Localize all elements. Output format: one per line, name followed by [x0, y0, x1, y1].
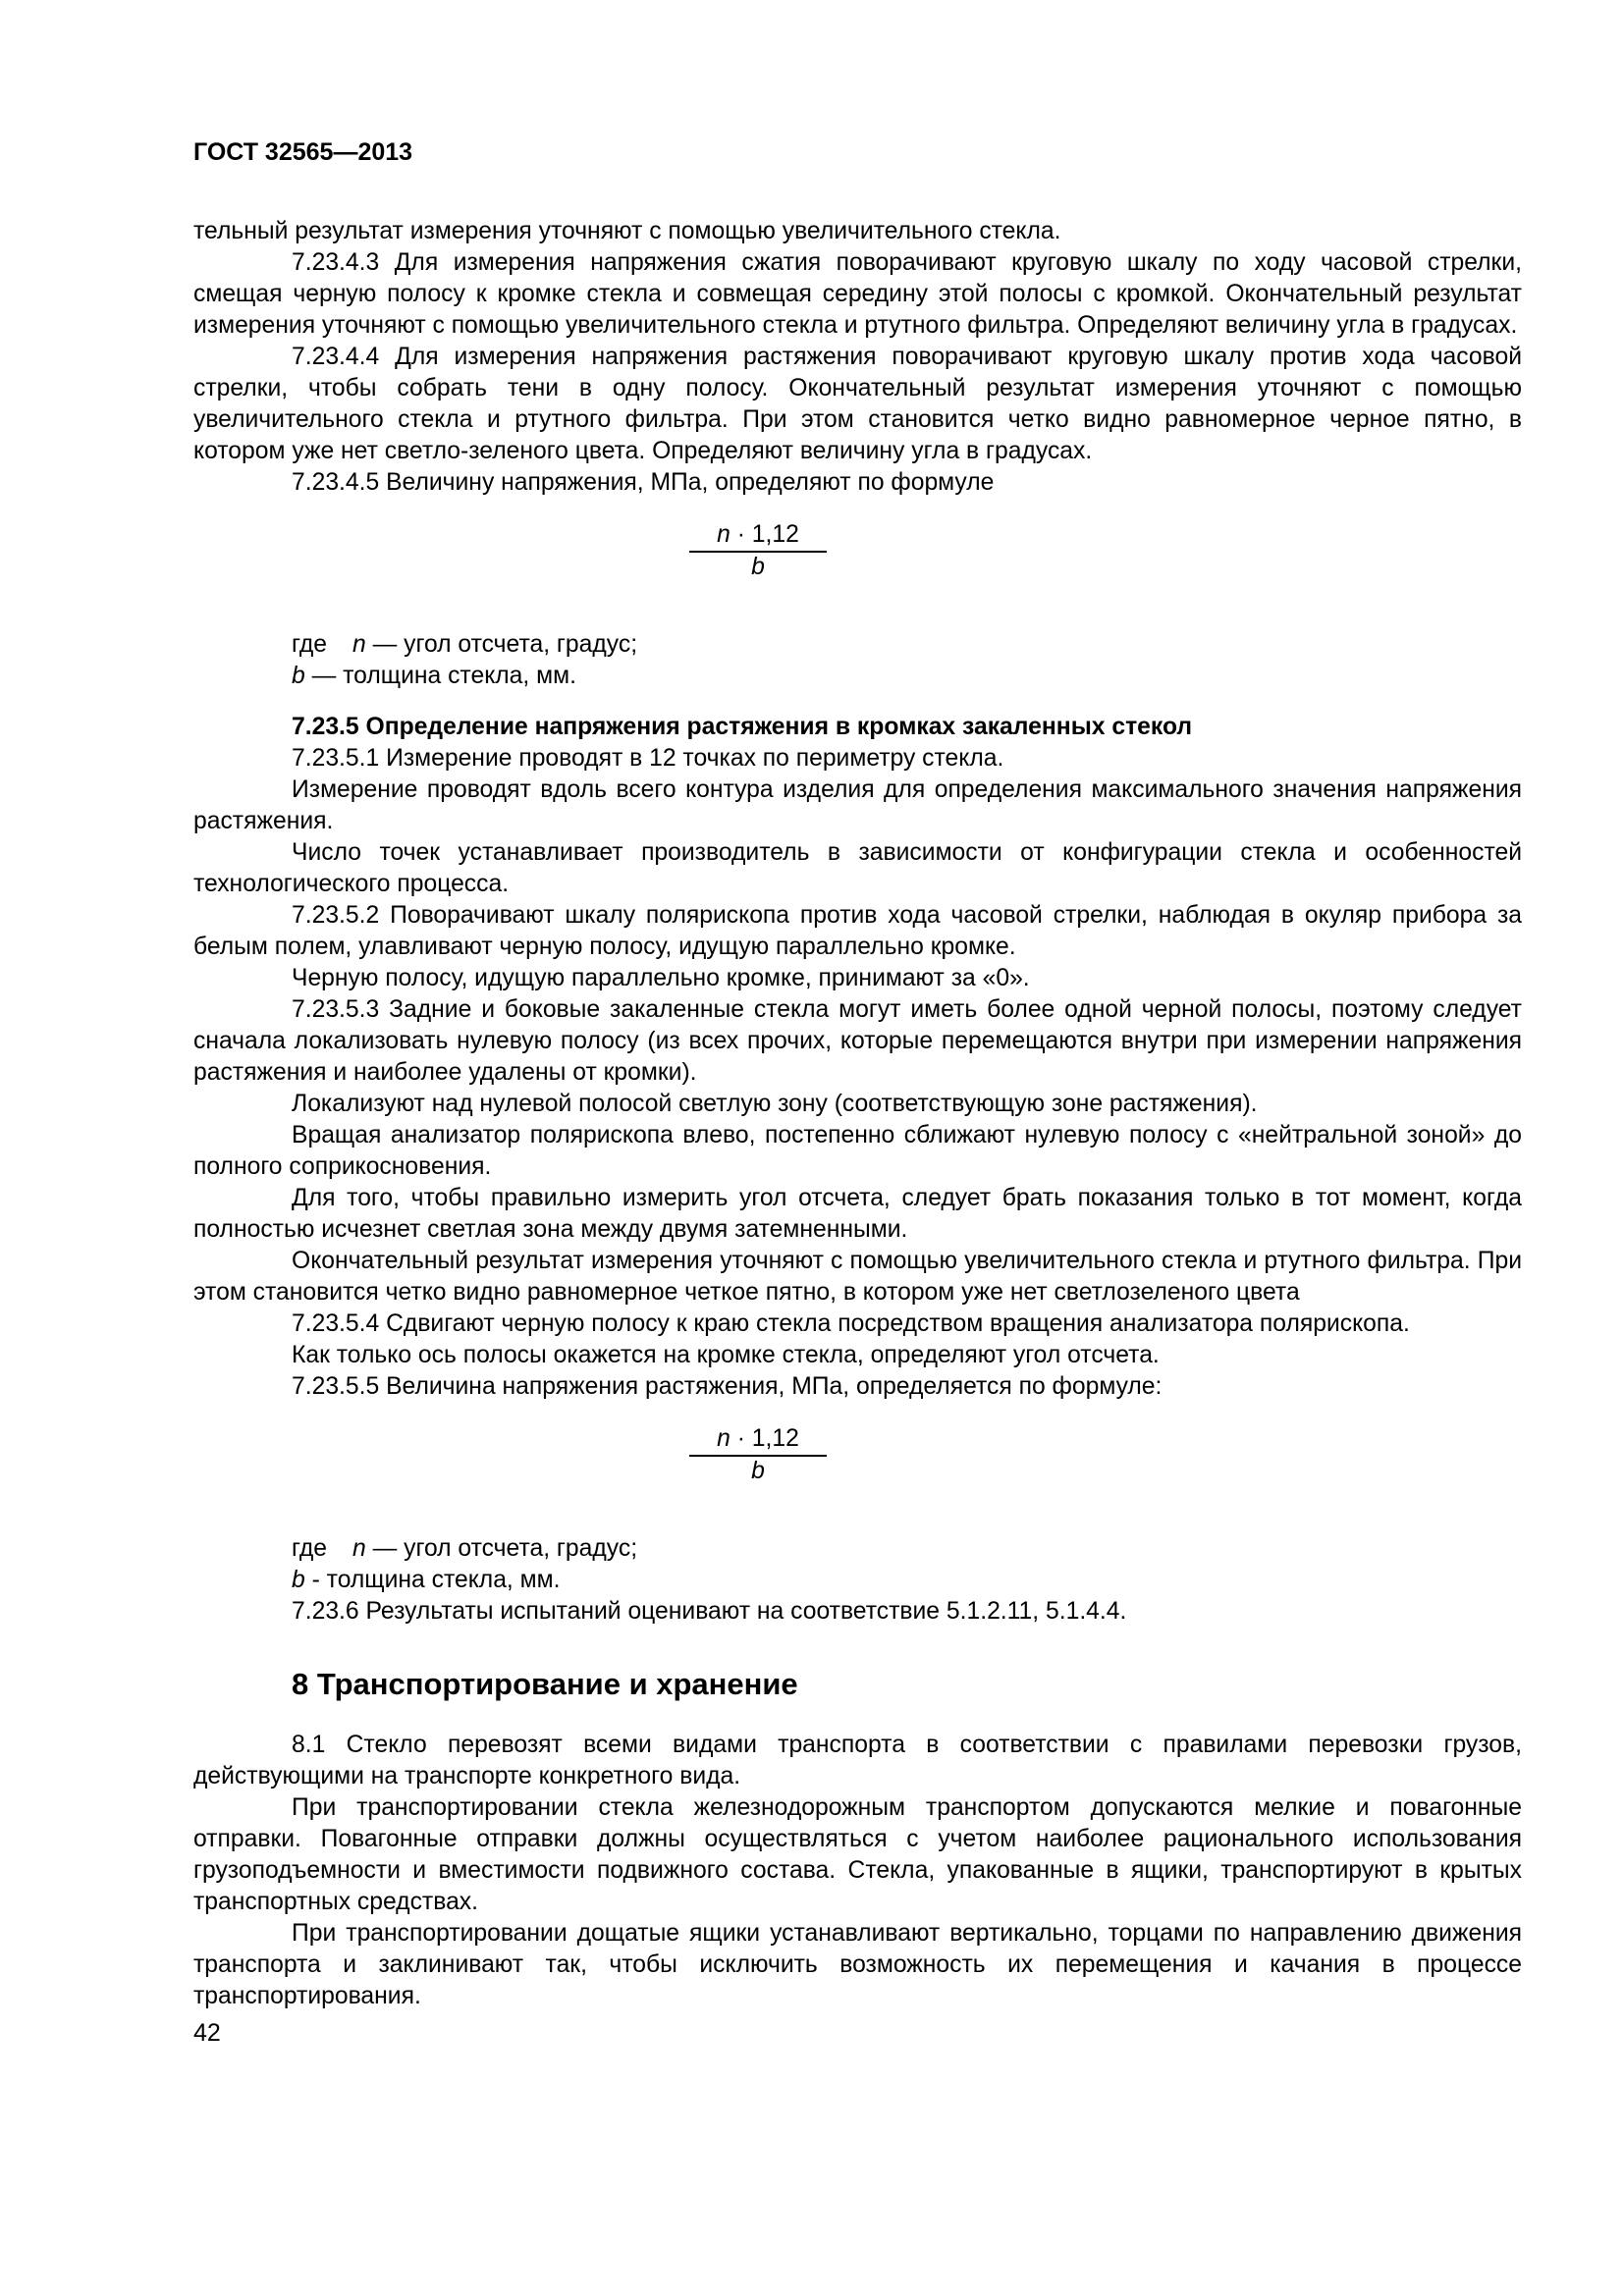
paragraph: 7.23.5.2 Поворачивают шкалу полярископа против хода часовой стрелки, наблюдая в окуляр прибора за белым полем, улавливают черную полосу, идущую параллельно кромке.	[193, 902, 1522, 960]
paragraph: Число точек устанавливает производитель в зависимости от конфигурации стекла и особенностей технологического процесса.	[193, 839, 1522, 897]
paragraph: 7.23.4.4 Для измерения напряжения растяжения поворачивают круговую шкалу против хода часовой стрелки, чтобы собрать тени в одну полосу. Окончательный результат измерения уточняют с помощью увеличительного стекла и ртутного фильтра. При этом становится четко видно равномерное черное пятно, в котором уже нет светло-зеленого цвета. Определяют величину угла в градусах.	[193, 344, 1522, 464]
legend-row-n	[292, 1533, 1522, 1565]
paragraph: 7.23.5.4 Сдвигают черную полосу к краю стекла посредством вращения анализатора полярископа.	[292, 1310, 1410, 1337]
document-header: ГОСТ 32565—2013	[193, 138, 413, 166]
paragraph: Вращая анализатор полярископа влево, постепенно сближают нулевую полосу с «нейтральной зоной» до полного соприкосновения.	[193, 1122, 1522, 1180]
formula-legend	[292, 1533, 1522, 1596]
legend-row-b	[292, 661, 1522, 692]
formula-numerator-rest: · 1,12	[730, 521, 799, 548]
legend-text-n: — угол отсчета, градус;	[365, 631, 638, 658]
legend-text-n: — угол отсчета, градус;	[365, 1535, 638, 1562]
paragraph: Как только ось полосы окажется на кромке стекла, определяют угол отсчета.	[292, 1342, 1160, 1368]
paragraph: Черную полосу, идущую параллельно кромке, принимают за «0».	[292, 965, 1030, 991]
page-number: 42	[193, 2019, 221, 2047]
formula-denominator: b	[751, 1458, 765, 1484]
paragraph: Измерение проводят вдоль всего контура изделия для определения максимального значения напряжения растяжения.	[193, 776, 1522, 834]
legend-row-n	[292, 629, 1522, 661]
legend-where-label: где	[292, 1535, 328, 1562]
paragraph: 8.1 Стекло перевозят всеми видами транспорта в соответствии с правилами перевозки грузов, действующими на транспорте конкретного вида.	[193, 1732, 1522, 1789]
legend-where-label: где	[292, 631, 328, 658]
legend-symbol-n: n	[352, 1535, 366, 1562]
paragraph: При транспортировании стекла железнодорожным транспортом допускаются мелкие и повагонные отправки. Повагонные отправки должны осуществляться с учетом наиболее рационального использования грузоподъемности и вместимости подвижного состава. Стекла, упакованные в ящики, транспортируют в крытых транспортных средствах.	[193, 1794, 1522, 1915]
paragraph: 7.23.5.3 Задние и боковые закаленные стекла могут иметь более одной черной полосы, поэтому следует сначала локализовать нулевую полосу (из всех прочих, которые перемещаются внутри при измерении напряжения растяжения и наиболее удалены от кромки).	[193, 996, 1522, 1086]
legend-text-b: — толщина стекла, мм.	[304, 663, 576, 689]
paragraph: 7.23.4.5 Величину напряжения, МПа, определяют по формуле	[292, 469, 995, 496]
legend-symbol-n: n	[352, 631, 366, 658]
paragraph: 7.23.5.5 Величина напряжения растяжения, МПа, определяется по формуле:	[292, 1373, 1163, 1400]
paragraph-group-7-23-4	[193, 216, 1522, 499]
formula-legend	[292, 629, 1522, 692]
paragraph-group-7-23-5	[193, 743, 1522, 1403]
paragraph: 7.23.4.3 Для измерения напряжения сжатия поворачивают круговую шкалу по ходу часовой стрелки, смещая черную полосу к кромке стекла и совмещая середину этой полосы с кромкой. Окончательный результат измерения уточняют с помощью увеличительного стекла и ртутного фильтра. Определяют величину угла в градусах.	[193, 249, 1522, 339]
formula-numerator-rest: · 1,12	[730, 1425, 799, 1452]
section-title: 8 Транспортирование и хранение	[292, 1667, 798, 1701]
formula-var-n: n	[717, 1425, 730, 1452]
paragraph: 7.23.5.1 Измерение проводят в 12 точках по периметру стекла.	[292, 745, 1004, 772]
formula-stress	[689, 520, 827, 582]
paragraph: При транспортировании дощатые ящики устанавливают вертикально, торцами по направлению движения транспорта и заклинивают так, чтобы исключить возможность их перемещения и качания в процессе транспортирования.	[193, 1920, 1522, 2009]
formula-numerator	[689, 1424, 827, 1457]
formula-var-n: n	[717, 521, 730, 548]
formula-tension	[689, 1424, 827, 1486]
formula-denominator: b	[751, 554, 765, 580]
document-body	[193, 216, 1522, 2048]
document-page	[193, 137, 1522, 2048]
legend-text-b: - толщина стекла, мм.	[304, 1567, 561, 1593]
paragraph: тельный результат измерения уточняют с помощью увеличительного стекла.	[193, 218, 1061, 244]
legend-symbol-b: b	[292, 663, 305, 689]
paragraph-7-23-6: 7.23.6 Результаты испытаний оценивают на соответствие 5.1.2.11, 5.1.4.4.	[292, 1598, 1127, 1625]
formula-numerator	[689, 520, 827, 553]
paragraph-group-section-8	[193, 1730, 1522, 2012]
paragraph: Окончательный результат измерения уточняют с помощью увеличительного стекла и ртутного фильтра. При этом становится четко видно равномерное четкое пятно, в котором уже нет светлозеленого цвета	[193, 1248, 1522, 1306]
paragraph: Для того, чтобы правильно измерить угол отсчета, следует брать показания только в тот момент, когда полностью исчезнет светлая зона между двумя затемненными.	[193, 1185, 1522, 1243]
legend-symbol-b: b	[292, 1567, 305, 1593]
legend-row-b	[292, 1565, 1522, 1596]
subsection-heading: 7.23.5 Определение напряжения растяжения в кромках закаленных стекол	[292, 714, 1193, 740]
paragraph: Локализуют над нулевой полосой светлую зону (соответствующую зоне растяжения).	[292, 1091, 1258, 1117]
